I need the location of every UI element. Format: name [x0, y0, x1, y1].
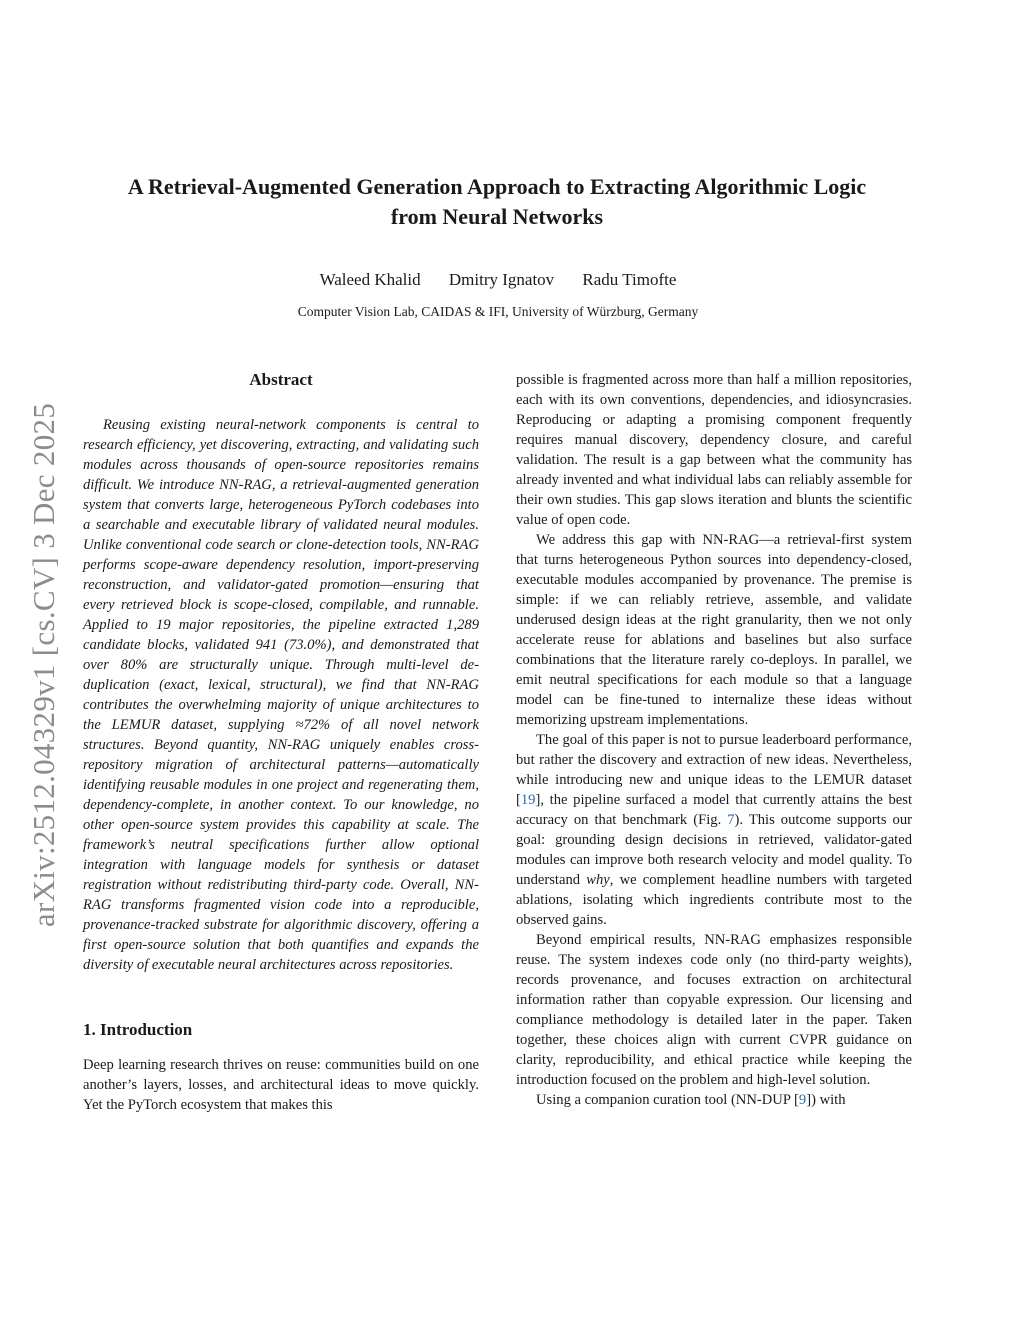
abstract-text: Reusing existing neural-network components is central to research efficiency, yet discovering, extracting, and validating such modules across thousands of open-source repositories remains difficult. We introduce NN-RAG, a retrieval-augmented generation system that converts large, heterogeneous PyTorch codebases into a searchable and executable library of validated neural modules. Unlike conventional code search or clone-detection tools, NN-RAG performs scope-aware dependency resolution, import-preserving reconstruction, and validator-gated promotion—ensuring that every retrieved block is scope-closed, compilable, and runnable. Applied to 19 major repositories, the pipeline extracted 1,289 candidate blocks, validated 941 (73.0%), and demonstrated that over 80% are structurally unique. Through multi-level de-duplication (exact, lexical, structural), we find that NN-RAG contributes the overwhelming majority of unique architectures to the LEMUR dataset, supplying ≈72% of all novel network structures. Beyond quantity, NN-RAG uniquely enables cross-repository migration of architectural patterns—automatically identifying reusable modules in one project and regenerating them, dependency-complete, in another context. To our knowledge, no other open-source system provides this capability at scale. The framework’s neutral specifications further allow optional integration with language models for synthesis or dataset registration without redistributing third-party code. Overall, NN-RAG transforms fragmented vision code into a reproducible, provenance-tracked substrate for algorithmic discovery, offering a first open-source solution that both quantifies and expands the diversity of executable neural architectures across repositories. [83, 417, 479, 973]
affiliation: Computer Vision Lab, CAIDAS & IFI, University of Würzburg, Germany [297, 304, 699, 319]
figure-reference-link[interactable]: 7 [727, 812, 735, 828]
intro-paragraph-1: Deep learning research thrives on reuse: communities build on one another’s layers, losses, and architectural ideas to move quickly. Yet the PyTorch ecosystem that makes this [83, 1057, 479, 1113]
intro-paragraph-5: Using a companion curation tool (NN-DUP [9]) with [536, 1092, 846, 1108]
author-list [0, 270, 996, 290]
intro-paragraph-1-continued: possible is fragmented across more than half a million repositories, each with its own conventions, dependencies, and idiosyncrasies. Reproducing or adapting a promising component frequently requires manual discovery, dependency closure, and careful validation. The result is a gap between what the community has already invented and what individual labs can reliably assemble for their own studies. This gap slows iteration and blunts the scientific value of open code. [516, 372, 912, 528]
author-name: Radu Timofte [582, 270, 677, 289]
title-line-1: A Retrieval-Augmented Generation Approach to Extracting Algorithmic Logic [127, 174, 867, 199]
author-name: Dmitry Ignatov [448, 270, 555, 289]
author-name: Waleed Khalid [319, 270, 421, 289]
intro-paragraph-3: The goal of this paper is not to pursue leaderboard performance, but rather the discovery and extraction of new ideas. Nevertheless, while introducing new and unique ideas to the LEMUR dataset [19], the pipeline surfaced a model that currently attains the best accuracy on that benchmark (Fig. 7). This outcome supports our goal: grounding design decisions in retrieved, validator-gated modules can improve both research velocity and model quality. To understand why, we complement headline numbers with targeted ablations, isolating which ingredients contribute most to the observed gains. [516, 732, 912, 928]
citation-link[interactable]: 9 [798, 1092, 807, 1108]
intro-paragraph-2: We address this gap with NN-RAG—a retrieval-first system that turns heterogeneous Python sources into dependency-closed, executable modules accompanied by provenance. The premise is simple: if we can reliably retrieve, assemble, and validate underused design ideas at the right granularity, then we not only accelerate reuse for ablations and baselines but also surface combinations that the literature rarely co-deploys. In parallel, we emit neutral specifications for each module so that a language model can be fine-tuned to internalize these ideas without memorizing upstream implementations. [516, 532, 912, 728]
citation-link[interactable]: 19 [520, 792, 536, 808]
arxiv-identifier: arXiv:2512.04329v1 [cs.CV] 3 Dec 2025 [26, 402, 61, 928]
left-column [83, 369, 479, 1115]
paper-title [60, 172, 934, 232]
intro-paragraph-4: Beyond empirical results, NN-RAG emphasizes responsible reuse. The system indexes code only (no third-party weights), records provenance, and focuses extraction on architectural information rather than copyable expression. Our licensing and compliance methodology is detailed later in the paper. Taken together, these choices align with current CVPR guidance on clarity, reproducibility, and ethical practice while keeping the introduction focused on the problem and high-level solution. [516, 932, 912, 1088]
introduction-heading: 1. Introduction [83, 1020, 193, 1039]
right-column [516, 370, 912, 1110]
title-line-2: from Neural Networks [390, 204, 604, 229]
abstract-heading: Abstract [249, 370, 313, 389]
